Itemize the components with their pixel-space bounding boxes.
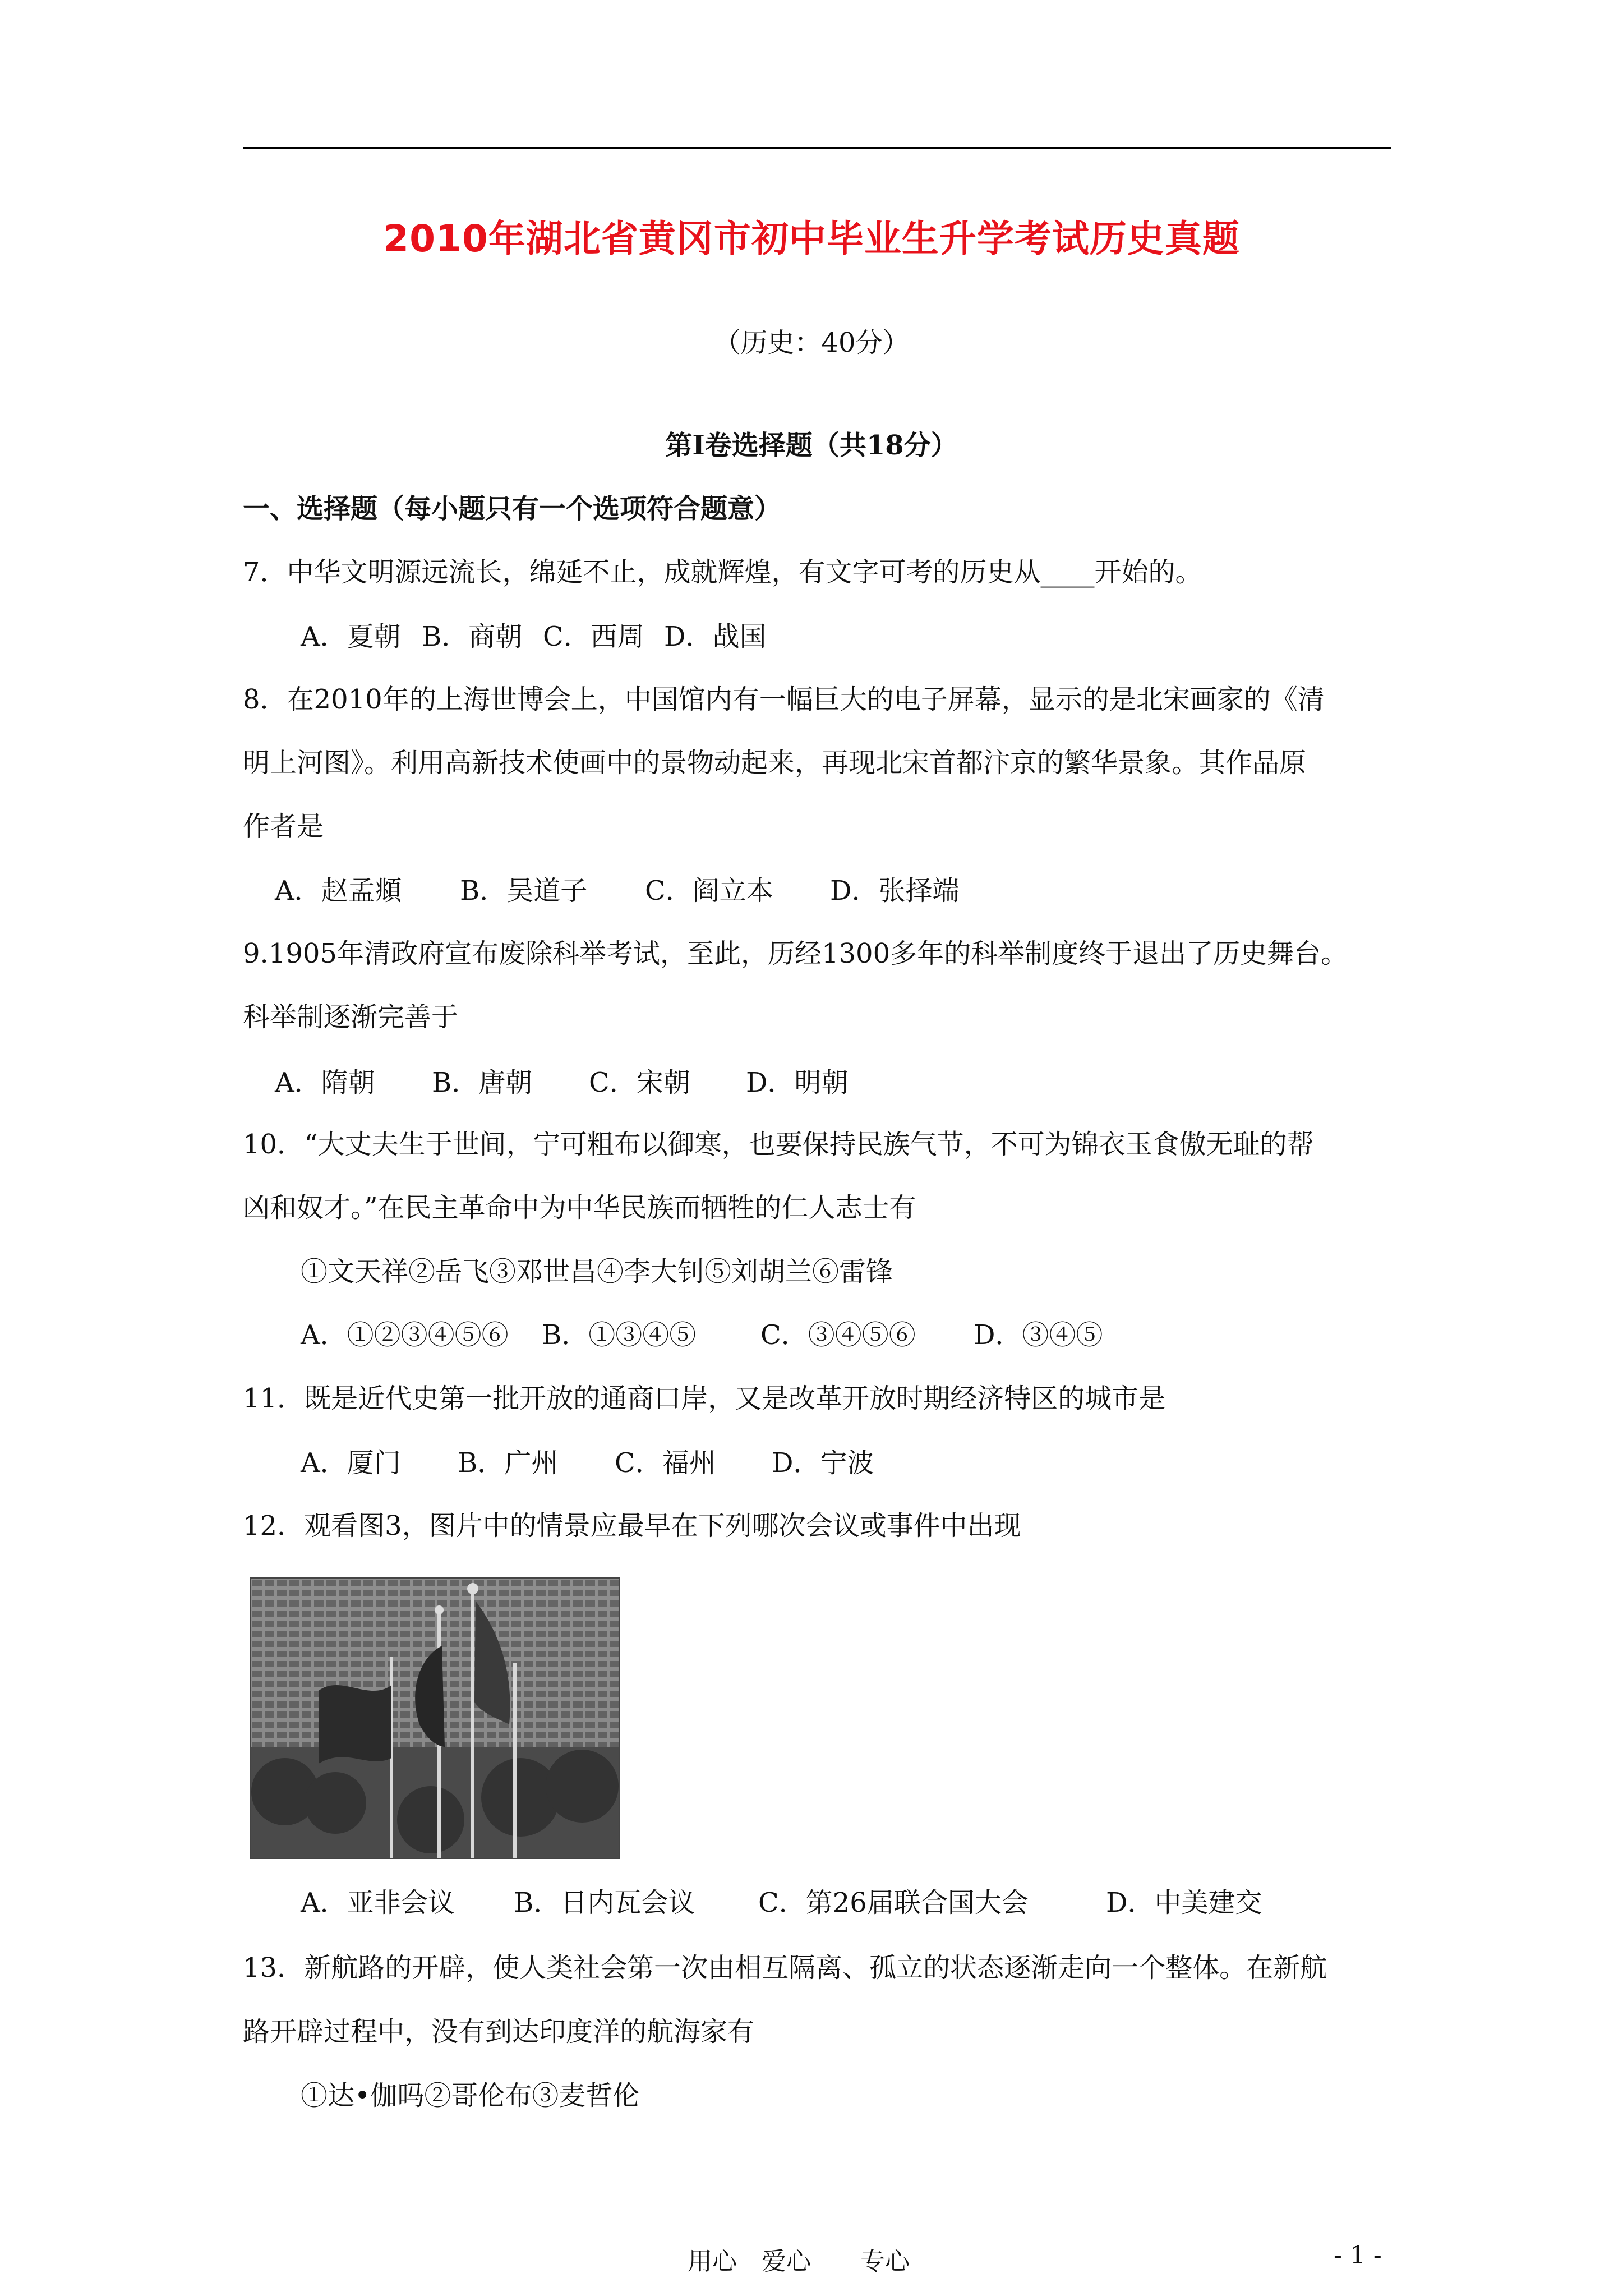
question-11-stem: 11．既是近代史第一批开放的通商口岸，又是改革开放时期经济特区的城市是	[243, 1383, 1166, 1414]
question-8-line-1: 8．在2010年的上海世博会上，中国馆内有一幅巨大的电子屏幕，显示的是北宋画家的《清	[243, 684, 1325, 715]
question-7-options	[301, 620, 767, 654]
option-c: C．福州	[615, 1447, 716, 1479]
option-a: A．隋朝	[275, 1067, 375, 1098]
option-d: D．战国	[664, 621, 767, 652]
option-c: C．第26届联合国大会	[758, 1887, 1029, 1918]
option-c: C．西周	[543, 621, 644, 652]
option-b: B．商朝	[422, 621, 523, 652]
part-heading: 第Ⅰ卷选择题（共18分）	[665, 430, 958, 461]
option-a: A．厦门	[301, 1447, 401, 1479]
option-b: B．唐朝	[432, 1067, 533, 1098]
footer-motto: 用心 爱心 专心	[688, 2247, 910, 2276]
option-c: C．阎立本	[645, 875, 773, 907]
option-d: D．中美建交	[1106, 1887, 1262, 1918]
question-10-list: ①文天祥②岳飞③邓世昌④李大钊⑤刘胡兰⑥雷锋	[301, 1256, 893, 1287]
question-13-line-2: 路开辟过程中，没有到达印度洋的航海家有	[243, 2016, 755, 2047]
option-d: D．③④⑤	[974, 1319, 1103, 1351]
question-9-line-1: 9.1905年清政府宣布废除科举考试，至此，历经1300多年的科举制度终于退出了历史舞台。	[243, 938, 1348, 969]
page-title: 2010年湖北省黄冈市初中毕业生升学考试历史真题	[383, 217, 1240, 260]
question-7-stem: 7．中华文明源远流长，绵延不止，成就辉煌，有文字可考的历史从____开始的。	[243, 556, 1202, 588]
option-c: C．宋朝	[589, 1067, 690, 1098]
option-d: D．张择端	[830, 875, 960, 907]
section-heading: 一、选择题（每小题只有一个选项符合题意）	[243, 493, 782, 524]
option-d: D．宁波	[772, 1447, 874, 1479]
question-13-line-1: 13．新航路的开辟，使人类社会第一次由相互隔离、孤立的状态逐渐走向一个整体。在新航	[243, 1952, 1327, 1984]
figure-3-flags-photo	[250, 1577, 620, 1859]
header-rule	[243, 147, 1391, 149]
question-13-list: ①达•伽吗②哥伦布③麦哲伦	[301, 2080, 640, 2111]
option-a: A．亚非会议	[301, 1887, 455, 1918]
option-c: C．③④⑤⑥	[760, 1319, 916, 1351]
option-b: B．广州	[458, 1447, 559, 1479]
page-number: - 1 -	[1334, 2241, 1382, 2270]
question-10-line-2: 凶和奴才。”在民主革命中为中华民族而牺牲的仁人志士有	[243, 1192, 916, 1223]
question-10-line-1: 10．“大丈夫生于世间，宁可粗布以御寒，也要保持民族气节，不可为锦衣玉食傲无耻的帮	[243, 1129, 1314, 1160]
option-b: B．日内瓦会议	[514, 1887, 695, 1918]
question-8-line-3: 作者是	[243, 811, 324, 842]
exam-subtitle: （历史：40分）	[713, 327, 910, 358]
question-12-options	[301, 1886, 1262, 1920]
question-12-stem: 12．观看图3，图片中的情景应最早在下列哪次会议或事件中出现	[243, 1510, 1021, 1542]
option-a: A．夏朝	[301, 621, 401, 652]
question-9-options	[275, 1066, 849, 1099]
option-b: B．①③④⑤	[542, 1319, 697, 1351]
option-a: A．赵孟頫	[275, 875, 402, 907]
option-b: B．吴道子	[460, 875, 588, 907]
option-a: A．①②③④⑤⑥	[301, 1319, 509, 1351]
option-d: D．明朝	[746, 1067, 849, 1098]
question-8-line-2: 明上河图》。利用高新技术使画中的景物动起来，再现北宋首都汴京的繁华景象。其作品原	[243, 747, 1307, 779]
question-10-options	[301, 1318, 1103, 1352]
question-8-options	[275, 874, 960, 908]
question-11-options	[301, 1446, 874, 1480]
question-9-line-2: 科举制逐渐完善于	[243, 1001, 459, 1033]
